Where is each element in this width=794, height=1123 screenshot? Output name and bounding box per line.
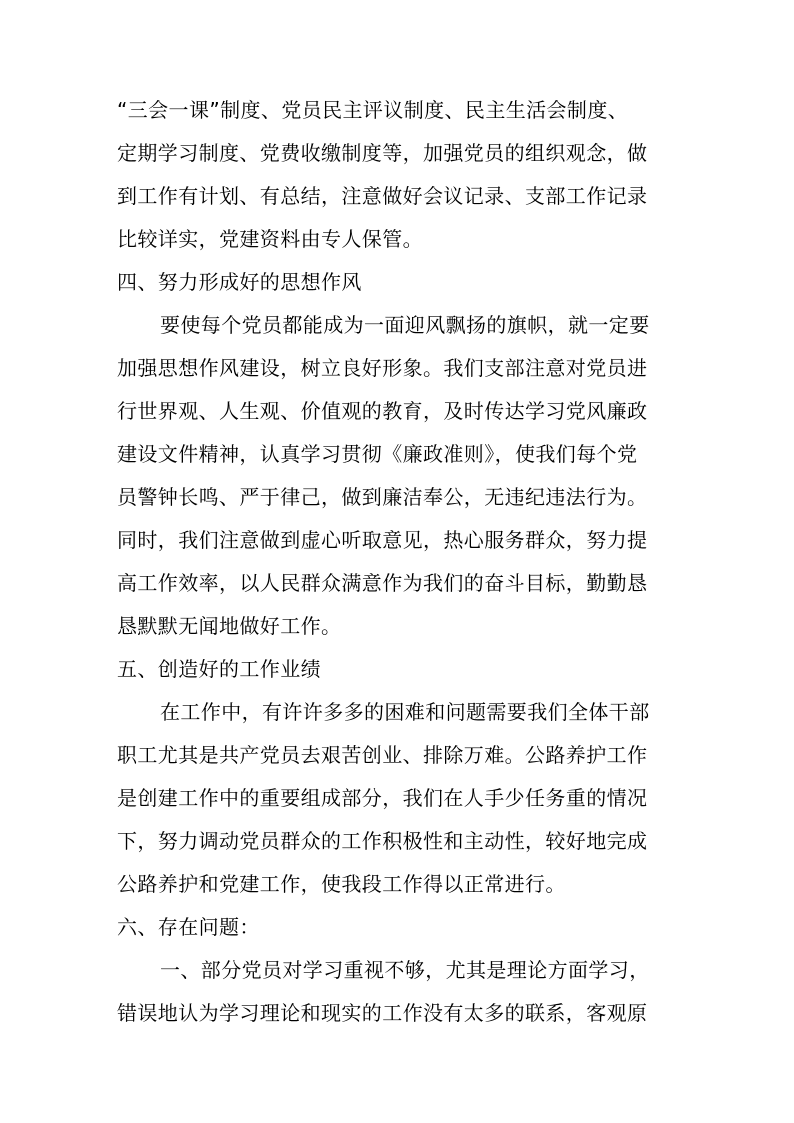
text-line: 职工尤其是共产党员去艰苦创业、排除万难。公路养护工作 [117,743,648,767]
text-line: 比较详实，党建资料由专人保管。 [117,227,423,251]
text-line: “三会一课”制度、党员民主评议制度、民主生活会制度、 [117,98,629,122]
text-line: 员警钟长鸣、严于律己，做到廉洁奉公，无违纪违法行为。 [117,485,648,509]
text-line: 到工作有计划、有总结，注意做好会议记录、支部工作记录 [117,184,648,208]
text-line: 要使每个党员都能成为一面迎风飘扬的旗帜，就一定要 [160,313,650,337]
text-line: 行世界观、人生观、价值观的教育，及时传达学习党风廉政 [117,399,648,423]
text-line: 加强思想作风建设，树立良好形象。我们支部注意对党员进 [117,356,648,380]
text-line: 恳默默无闻地做好工作。 [117,614,342,638]
text-line: 建设文件精神，认真学习贯彻《廉政准则》，使我们每个党 [117,442,638,466]
section-heading: 五、创造好的工作业绩 [117,657,321,681]
text-line: 错误地认为学习理论和现实的工作没有太多的联系，客观原 [117,1001,648,1025]
text-line: 定期学习制度、党费收缴制度等，加强党员的组织观念，做 [117,141,648,165]
text-line: 一、部分党员对学习重视不够，尤其是理论方面学习， [160,958,650,982]
section-heading: 六、存在问题： [117,915,260,939]
text-line: 同时，我们注意做到虚心听取意见，热心服务群众，努力提 [117,528,648,552]
text-line: 公路养护和党建工作，使我段工作得以正常进行。 [117,872,566,896]
text-line: 下，努力调动党员群众的工作积极性和主动性，较好地完成 [117,829,648,853]
text-line: 在工作中，有许许多多的困难和问题需要我们全体干部 [160,700,650,724]
section-heading: 四、努力形成好的思想作风 [117,270,362,294]
text-line: 是创建工作中的重要组成部分，我们在人手少任务重的情况 [117,786,648,810]
text-line: 高工作效率，以人民群众满意作为我们的奋斗目标，勤勤恳 [117,571,648,595]
